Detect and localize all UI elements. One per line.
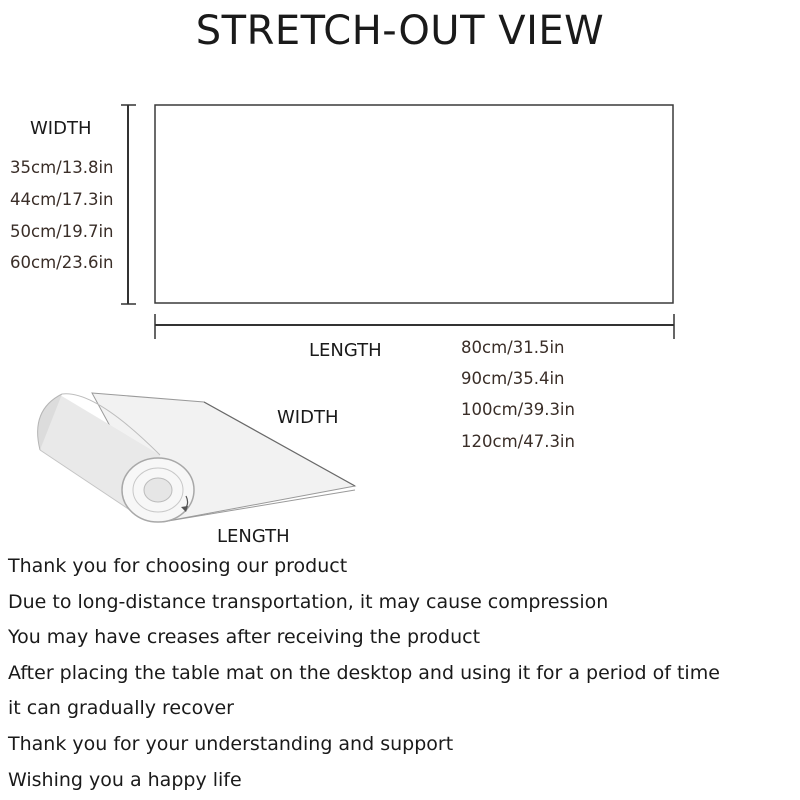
roll-width-label: WIDTH bbox=[277, 407, 339, 428]
width-option-50cm: 50cm/19.7in bbox=[10, 222, 114, 241]
width-option-44cm: 44cm/17.3in bbox=[10, 190, 114, 209]
notice-line: Thank you for your understanding and support bbox=[8, 732, 454, 755]
notice-line: Thank you for choosing our product bbox=[8, 555, 348, 577]
flat-mat-outline bbox=[155, 105, 673, 303]
width-dimension-line bbox=[121, 105, 136, 304]
width-label: WIDTH bbox=[30, 118, 92, 139]
length-option-80cm: 80cm/31.5in bbox=[461, 338, 565, 357]
notice-line: it can gradually recover bbox=[8, 697, 234, 720]
length-dimension-line bbox=[155, 314, 674, 339]
notice-line: After placing the table mat on the desktop and using it for a period of time bbox=[8, 661, 720, 684]
length-label: LENGTH bbox=[309, 340, 382, 361]
notice-line: Due to long-distance transportation, it may cause compression bbox=[8, 590, 609, 613]
length-option-100cm: 100cm/39.3in bbox=[461, 400, 575, 419]
roll-length-label: LENGTH bbox=[217, 526, 290, 547]
page-title: STRETCH-OUT VIEW bbox=[195, 8, 605, 54]
notice-list bbox=[8, 550, 720, 799]
width-option-60cm: 60cm/23.6in bbox=[10, 253, 114, 272]
width-option-35cm: 35cm/13.8in bbox=[10, 158, 114, 177]
length-option-120cm: 120cm/47.3in bbox=[461, 432, 575, 451]
notice-line: Wishing you a happy life bbox=[8, 768, 242, 791]
length-option-90cm: 90cm/35.4in bbox=[461, 369, 565, 388]
notice-line: You may have creases after receiving the product bbox=[8, 626, 481, 649]
